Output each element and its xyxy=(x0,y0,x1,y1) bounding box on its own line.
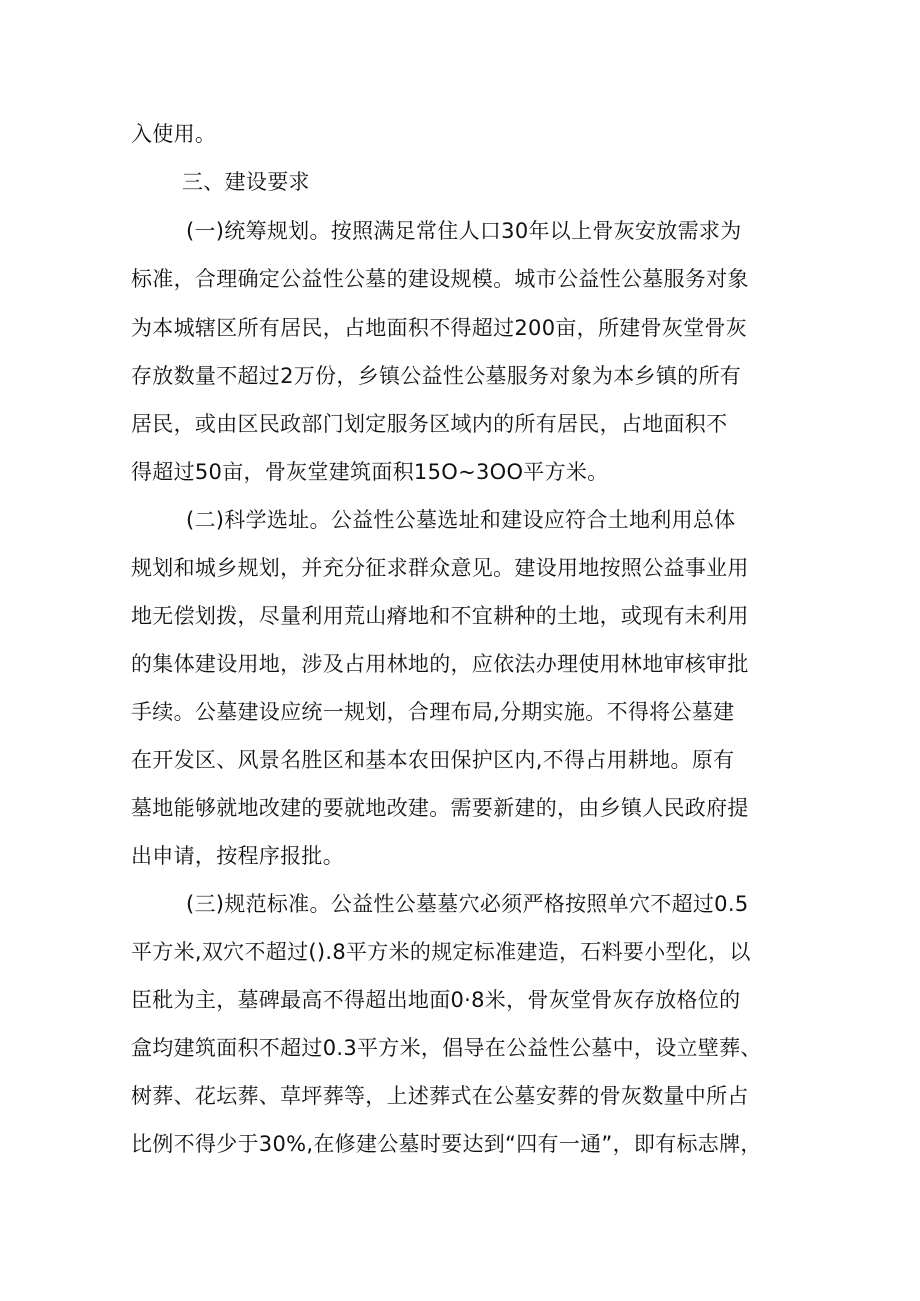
paragraph-2-line: (二)科学选址。公益性公墓选址和建设应符合土地利用总体 xyxy=(186,508,736,532)
paragraph-1-line: 居民，或由区民政部门划定服务区域内的所有居民，占地面积不 xyxy=(131,412,728,436)
paragraph-2-line: 在开发区、风景名胜区和基本农田保护区内,不得占用耕地。原有 xyxy=(131,748,735,772)
paragraph-3-line: (三)规范标准。公益性公墓墓穴必须严格按照单穴不超过0.5 xyxy=(186,892,749,916)
paragraph-2-line: 出申请，按程序报批。 xyxy=(131,844,344,868)
paragraph-1-line: 为本城辖区所有居民，占地面积不得超过200亩，所建骨灰堂骨灰 xyxy=(131,316,748,340)
paragraph-3-line: 比例不得少于30%,在修建公墓时要达到“四有一通”，即有标志牌， xyxy=(131,1132,762,1156)
paragraph-3-line: 盒均建筑面积不超过0.3平方米，倡导在公益性公墓中，设立壁葬、 xyxy=(131,1036,762,1060)
text-line: 入使用。 xyxy=(131,122,217,146)
paragraph-3-line: 平方米,双穴不超过().8平方米的规定标准建造，石料要小型化，以 xyxy=(131,940,751,964)
paragraph-1-line: 得超过50亩，骨灰堂建筑面积15O~3OO平方米。 xyxy=(131,460,609,484)
paragraph-2-line: 墓地能够就地改建的要就地改建。需要新建的，由乡镇人民政府提 xyxy=(131,796,749,820)
section-heading: 三、建设要求 xyxy=(182,170,310,194)
paragraph-1-line: 标准，合理确定公益性公墓的建设规模。城市公益性公墓服务对象 xyxy=(131,267,749,291)
paragraph-2-line: 地无偿划拨，尽量利用荒山瘠地和不宜耕种的土地，或现有未利用 xyxy=(131,604,749,628)
paragraph-2-line: 规划和城乡规划，并充分征求群众意见。建设用地按照公益事业用 xyxy=(131,556,749,580)
paragraph-2-line: 的集体建设用地，涉及占用林地的，应依法办理使用林地审核审批 xyxy=(131,652,749,676)
paragraph-1-line: (一)统筹规划。按照满足常住人口30年以上骨灰安放需求为 xyxy=(186,219,742,243)
paragraph-2-line: 手续。公墓建设应统一规划，合理布局,分期实施。不得将公墓建 xyxy=(131,700,735,724)
paragraph-3-line: 树葬、花坛葬、草坪葬等，上述葬式在公墓安葬的骨灰数量中所占 xyxy=(131,1084,749,1108)
paragraph-1-line: 存放数量不超过2万份，乡镇公益性公墓服务对象为本乡镇的所有 xyxy=(131,364,742,388)
paragraph-3-line: 臣秕为主，墓碑最高不得超出地面0·8米，骨灰堂骨灰存放格位的 xyxy=(131,988,741,1012)
